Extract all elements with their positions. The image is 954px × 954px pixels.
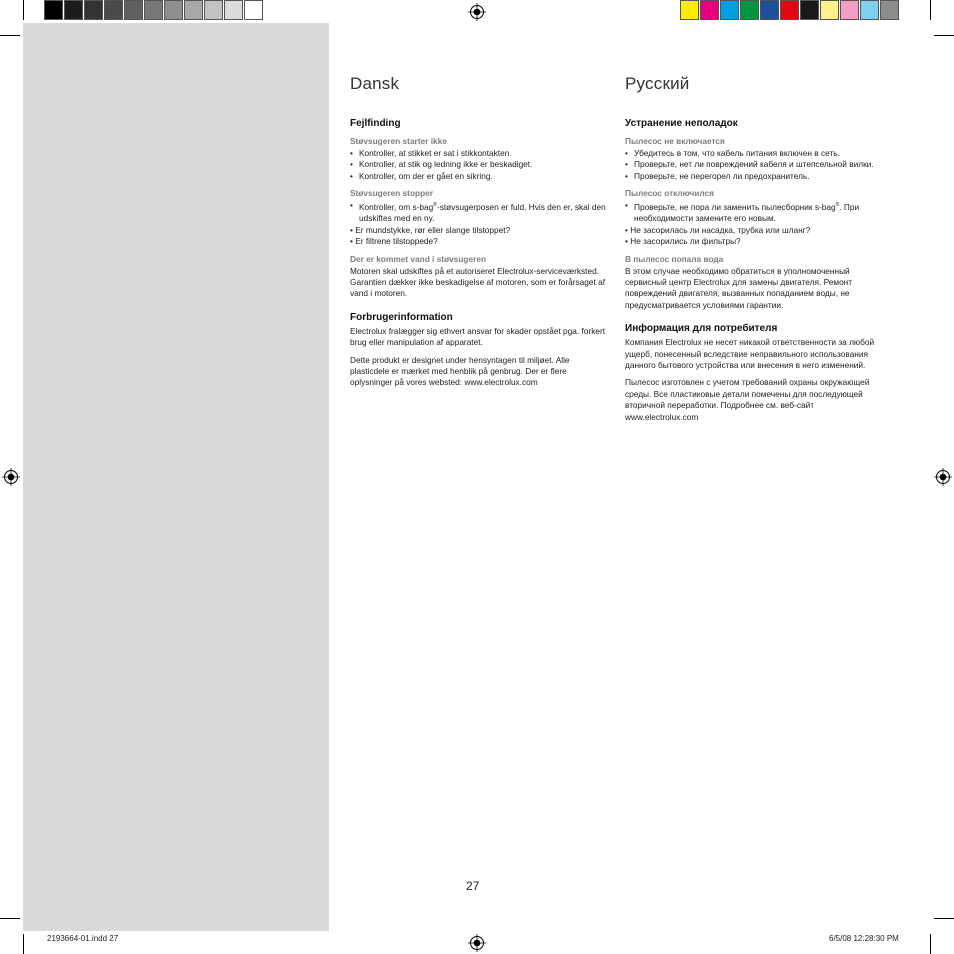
list-item: • Kontroller, at stikket er sat i stikkontakten. <box>350 148 608 159</box>
registration-mark-top-icon <box>468 3 486 21</box>
list-item: • Проверьте, нет ли повреждений кабеля и штепсельной вилки. <box>625 159 883 170</box>
page-sidebar-panel <box>23 23 329 931</box>
stops-list <box>350 200 608 225</box>
section-heading-water: Der er kommet vand i støvsugeren <box>350 253 487 264</box>
danish-content <box>350 118 608 395</box>
water-text: В этом случае необходимо обратиться в уполномоченный сервисный центр Electrolux для замены двигателя. Ремонт повреждений двигателя, вызванных попаданием воды, не предусматривается условиями гарантии. <box>625 265 853 310</box>
russian-content <box>625 118 883 429</box>
stops-list-questions <box>625 225 883 248</box>
color-swatch <box>880 0 899 20</box>
registered-mark: ® <box>433 202 437 209</box>
trim-mark-bottom-right-h <box>934 918 954 919</box>
list-item <box>625 200 883 225</box>
color-swatch <box>740 0 759 20</box>
consumer-paragraph: Пылесос изготовлен с учетом требований охраны окружающей среды. Все пластиковые детали помечены для последующей вторичной переработки. Подробнее см. веб-сайт www.electrolux.com <box>625 377 870 422</box>
gray-swatch <box>84 0 103 20</box>
section-heading-water: В пылесос попала вода <box>625 253 724 264</box>
stops-list <box>625 200 883 225</box>
list-item: • Проверьте, не перегорел ли предохранитель. <box>625 171 883 182</box>
gray-swatch <box>104 0 123 20</box>
process-color-bar <box>680 0 900 22</box>
color-swatch <box>860 0 879 20</box>
list-item: • Er mundstykke, rør eller slange tilstoppet? <box>350 225 608 236</box>
color-swatch <box>780 0 799 20</box>
trim-mark-bottom-left-v <box>23 934 24 954</box>
list-item: • Убедитесь в том, что кабель питания включен в сеть. <box>625 148 883 159</box>
section-heading-not-start: Støvsugeren starter ikke <box>350 136 447 146</box>
list-item <box>350 200 608 225</box>
troubleshooting-title: Fejlfinding <box>350 118 401 129</box>
gray-swatch <box>244 0 263 20</box>
list-item-text: . При необходимости замените его новым. <box>634 201 860 224</box>
list-item: • Er filtrene tilstoppede? <box>350 236 608 247</box>
trim-mark-bottom-left-h <box>0 918 20 919</box>
language-heading-danish: Dansk <box>350 74 400 93</box>
registration-mark-bottom-icon <box>468 934 486 952</box>
list-item: • Не засорилась ли насадка, трубка или шланг? <box>625 225 883 236</box>
gray-swatch <box>124 0 143 20</box>
page-number: 27 <box>466 879 480 893</box>
color-swatch <box>760 0 779 20</box>
file-slug: 2193664-01.indd 27 <box>47 934 119 943</box>
trim-mark-top-right-v <box>930 0 931 20</box>
color-swatch <box>820 0 839 20</box>
not-start-list <box>350 148 608 182</box>
color-swatch <box>800 0 819 20</box>
gray-swatch <box>44 0 63 20</box>
gray-swatch <box>164 0 183 20</box>
gray-swatch <box>184 0 203 20</box>
trim-mark-top-right-h <box>934 35 954 36</box>
trim-mark-top-left-v <box>23 0 24 20</box>
consumer-paragraph: Компания Electrolux не несет никакой ответственности за любой ущерб, понесенный вследствие неправильного использования данного бытового устройства или внесения в него изменений. <box>625 337 875 371</box>
stops-list-questions <box>350 225 608 248</box>
list-item: • Не засорились ли фильтры? <box>625 236 883 247</box>
list-item-text: -støvsugerposen er fuld. Hvis den er, skal den udskiftes med en ny. <box>359 201 606 224</box>
registration-mark-right-icon <box>934 468 952 486</box>
registered-mark: ® <box>835 202 840 209</box>
section-heading-stops: Støvsugeren stopper <box>350 188 433 199</box>
color-swatch <box>720 0 739 20</box>
grayscale-color-bar <box>44 0 264 22</box>
language-heading-russian: Русский <box>625 74 690 93</box>
color-swatch <box>700 0 719 20</box>
trim-mark-bottom-right-v <box>930 934 931 954</box>
timestamp-slug: 6/5/08 12:28:30 PM <box>829 934 899 943</box>
troubleshooting-title: Устранение неполадок <box>625 118 738 129</box>
list-item: • Kontroller, at stik og ledning ikke er beskadiget. <box>350 159 608 170</box>
list-item: • Kontroller, om der er gået en sikring. <box>350 171 608 182</box>
consumer-info-title: Информация для потребителя <box>625 323 778 335</box>
gray-swatch <box>64 0 83 20</box>
consumer-paragraph: Electrolux fralægger sig ethvert ansvar for skader opstået pga. forkert brug eller manipulation af apparatet. <box>350 325 606 348</box>
water-text: Motoren skal udskiftes på et autoriseret Electrolux-serviceværksted. Garantien dækker ikke beskadigelse af motoren, som er forårsaget af vand i motoren. <box>350 265 606 299</box>
consumer-paragraph: Dette produkt er designet under hensyntagen til miljøet. Alle plasticdele er mærket med henblik på genbrug. Der er flere oplysninger på vores websted: www.electrolux.com <box>350 354 570 388</box>
gray-swatch <box>224 0 243 20</box>
color-swatch <box>680 0 699 20</box>
color-swatch <box>840 0 859 20</box>
consumer-info-title: Forbrugerinformation <box>350 311 453 323</box>
section-heading-stops: Пылесос отключился <box>625 188 714 199</box>
list-item-text: Проверьте, не пора ли заменить пылесборник s-bag <box>634 201 836 212</box>
section-heading-not-start: Пылесос не включается <box>625 136 725 146</box>
registration-mark-left-icon <box>2 468 20 486</box>
not-start-list <box>625 148 883 182</box>
gray-swatch <box>144 0 163 20</box>
gray-swatch <box>204 0 223 20</box>
trim-mark-top-left-h <box>0 35 20 36</box>
list-item-text: Kontroller, om s-bag <box>359 201 434 212</box>
